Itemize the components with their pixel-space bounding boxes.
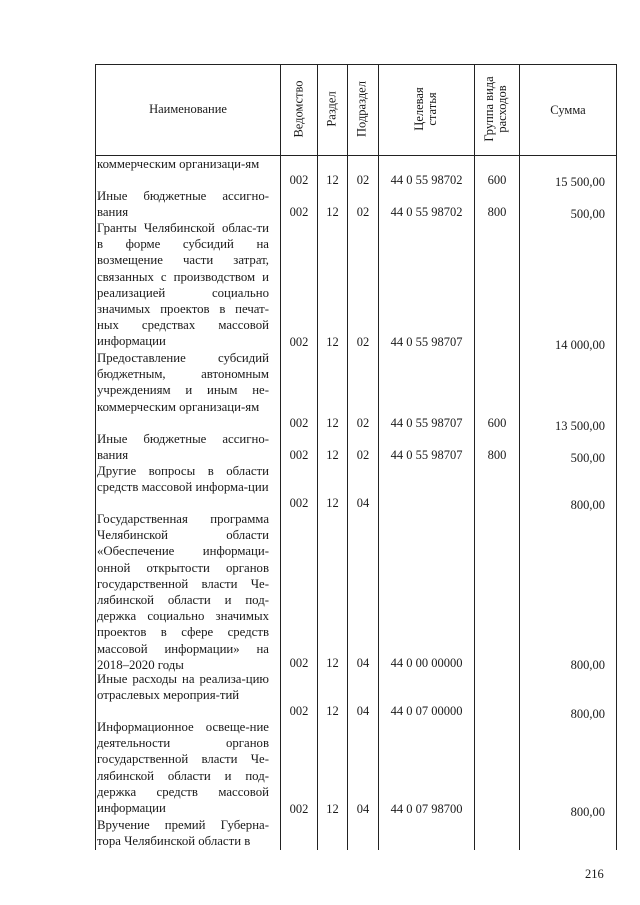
row-summa: 500,00	[570, 451, 605, 465]
row-gruppa: 800	[487, 205, 507, 219]
row-podrazdel: 02	[356, 448, 370, 462]
header-name: Наименование	[149, 102, 227, 116]
row-celevaya: 44 0 55 98702	[390, 205, 463, 219]
header-podrazdel: Подраздел	[354, 81, 369, 137]
header-razdel: Раздел	[324, 91, 339, 127]
header-summa: Сумма	[550, 103, 586, 117]
row-name: Иные расходы на реализа-цию отраслевых мероприя-тий	[97, 672, 269, 703]
row-razdel: 12	[326, 335, 339, 349]
row-podrazdel: 02	[356, 335, 370, 349]
row-celevaya: 44 0 55 98702	[390, 173, 463, 187]
row-podrazdel: 02	[356, 205, 370, 219]
row-razdel: 12	[326, 704, 339, 718]
row-summa: 500,00	[570, 207, 605, 221]
row-vedomstvo: 002	[289, 704, 309, 718]
row-gruppa: 600	[487, 416, 507, 430]
row-summa: 14 000,00	[555, 338, 605, 352]
row-celevaya: 44 0 07 00000	[390, 704, 463, 718]
row-vedomstvo: 002	[289, 416, 309, 430]
row-podrazdel: 04	[356, 496, 370, 510]
header-gruppa-line1: Группа вида	[482, 76, 496, 142]
row-gruppa: 800	[487, 448, 507, 462]
row-razdel: 12	[326, 496, 339, 510]
header-gruppa-line2: расходов	[495, 85, 509, 133]
header-gruppa	[483, 76, 509, 141]
row-summa: 800,00	[570, 707, 605, 721]
row-vedomstvo: 002	[289, 173, 309, 187]
row-razdel: 12	[326, 448, 339, 462]
row-name: Государственная программа Челябинской области «Обеспечение информаци-онной открытости органов государственной власти Че-лябинской области и под-держка социально значимых проектов в сфере средств массовой информации» на 2018–2020 годы	[97, 512, 269, 672]
page-number: 216	[585, 867, 604, 881]
row-vedomstvo: 002	[289, 205, 309, 219]
header-celevaya-line1: Целевая	[412, 87, 426, 131]
row-summa: 15 500,00	[555, 175, 605, 189]
row-razdel: 12	[326, 802, 339, 816]
row-name: Вручение премий Губерна-тора Челябинской области в	[97, 818, 269, 849]
row-podrazdel: 04	[356, 802, 370, 816]
row-podrazdel: 02	[356, 416, 370, 430]
row-name: Другие вопросы в области средств массовой информа-ции	[97, 464, 269, 495]
row-razdel: 12	[326, 416, 339, 430]
row-summa: 800,00	[570, 498, 605, 512]
row-podrazdel: 02	[356, 173, 370, 187]
row-celevaya: 44 0 07 98700	[390, 802, 463, 816]
row-celevaya: 44 0 00 00000	[390, 656, 463, 670]
row-celevaya: 44 0 55 98707	[390, 335, 463, 349]
row-podrazdel: 04	[356, 656, 370, 670]
row-name: Информационное освеще-ние деятельности органов государственной власти Че-лябинской области и под-держка средств массовой информации	[97, 720, 269, 816]
row-vedomstvo: 002	[289, 802, 309, 816]
row-podrazdel: 04	[356, 704, 370, 718]
row-name: Иные бюджетные ассигно-вания	[97, 432, 269, 463]
header-vedomstvo: Ведомство	[291, 80, 306, 138]
row-name: Иные бюджетные ассигно-вания	[97, 189, 269, 220]
row-celevaya: 44 0 55 98707	[390, 416, 463, 430]
row-vedomstvo: 002	[289, 335, 309, 349]
header-celevaya-line2: статья	[425, 92, 439, 126]
table-left-border	[95, 64, 96, 850]
row-razdel: 12	[326, 205, 339, 219]
table-top-border	[95, 64, 617, 65]
row-razdel: 12	[326, 656, 339, 670]
row-razdel: 12	[326, 173, 339, 187]
table-right-border	[616, 64, 617, 850]
row-vedomstvo: 002	[289, 496, 309, 510]
row-summa: 800,00	[570, 805, 605, 819]
row-name: коммерческим организаци-ям	[97, 157, 260, 171]
row-summa: 800,00	[570, 658, 605, 672]
row-name: Предоставление субсидий бюджетным, автономным учреждениям и иным не-коммерческим организаци-ям	[97, 351, 269, 414]
row-gruppa: 600	[487, 173, 507, 187]
row-summa: 13 500,00	[555, 419, 605, 433]
row-celevaya: 44 0 55 98707	[390, 448, 463, 462]
row-vedomstvo: 002	[289, 448, 309, 462]
row-name: Гранты Челябинской облас-ти в форме субсидий на возмещение части затрат, связанных с производством и реализацией социально значимых проектов в печат-ных средствах массовой информации	[97, 221, 269, 349]
row-vedomstvo: 002	[289, 656, 309, 670]
header-celevaya	[413, 87, 439, 130]
